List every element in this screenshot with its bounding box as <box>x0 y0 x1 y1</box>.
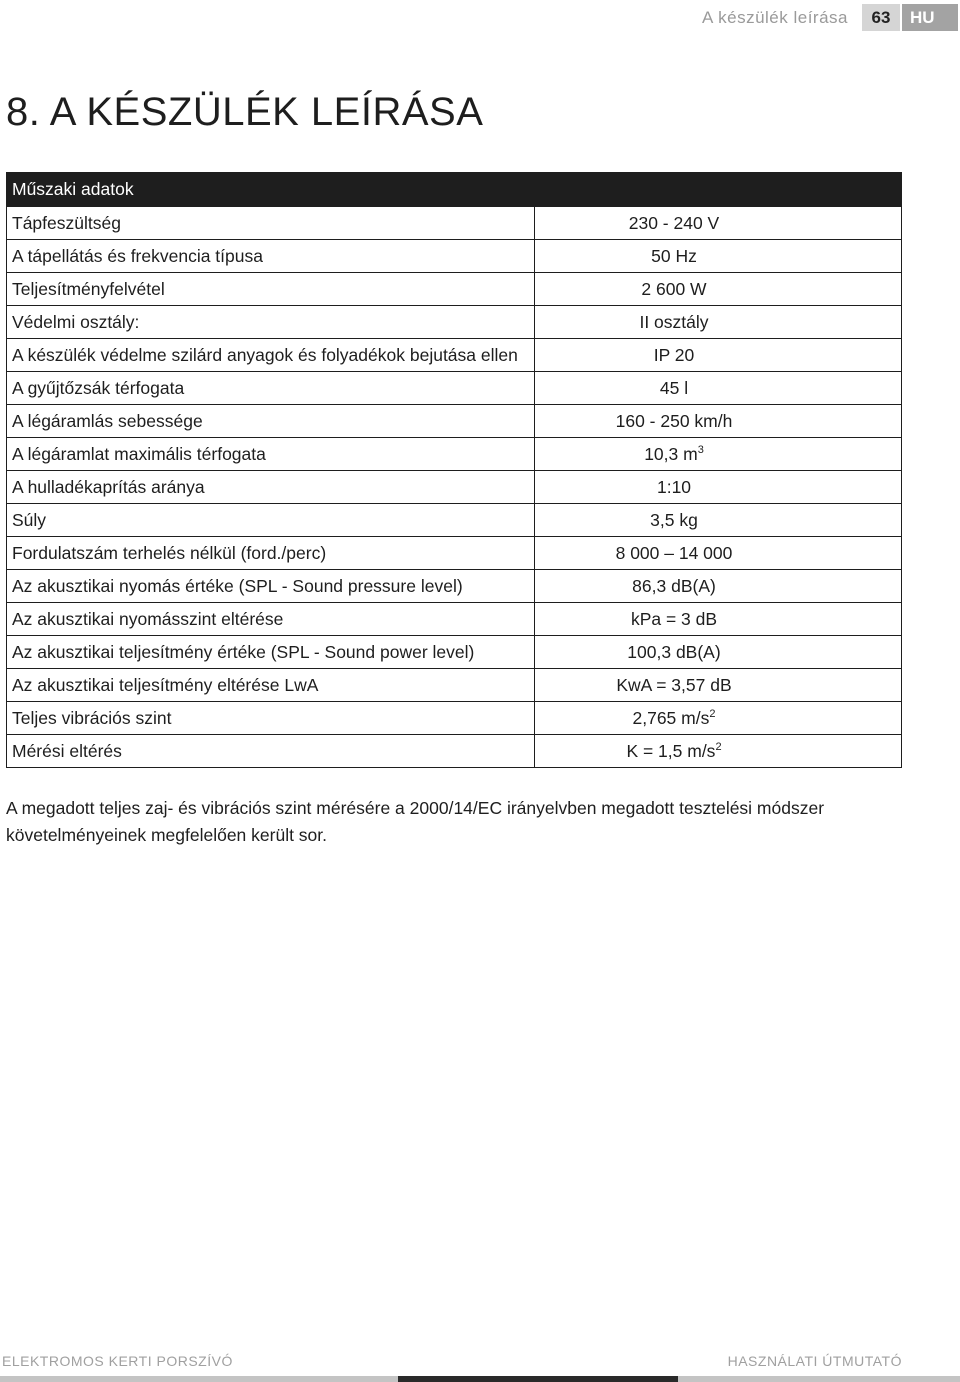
spec-row <box>7 405 902 438</box>
spec-value-text: 50 Hz <box>651 245 697 266</box>
spec-value <box>535 537 902 570</box>
spec-label: Teljesítményfelvétel <box>7 273 535 306</box>
spec-value-exponent: 2 <box>709 707 716 720</box>
spec-value-exponent: 2 <box>715 740 722 753</box>
spec-row <box>7 471 902 504</box>
spec-label: Az akusztikai teljesítmény eltérése LwA <box>7 669 535 702</box>
spec-value-text: 100,3 dB(A) <box>627 641 721 662</box>
header-section-title: A készülék leírása <box>701 7 848 27</box>
spec-row <box>7 504 902 537</box>
spec-value <box>535 570 902 603</box>
spec-row <box>7 735 902 768</box>
spec-label: Védelmi osztály: <box>7 306 535 339</box>
spec-value-text: 10,3 m <box>644 443 698 464</box>
spec-row <box>7 240 902 273</box>
spec-value <box>535 405 902 438</box>
spec-row <box>7 636 902 669</box>
spec-value <box>535 636 902 669</box>
spec-table-body <box>7 207 902 768</box>
spec-value <box>535 702 902 735</box>
spec-value <box>535 504 902 537</box>
spec-value <box>535 372 902 405</box>
spec-label: Az akusztikai nyomásszint eltérése <box>7 603 535 636</box>
spec-label: A hulladékaprítás aránya <box>7 471 535 504</box>
spec-value-text: 8 000 – 14 000 <box>615 542 733 563</box>
spec-value <box>535 273 902 306</box>
spec-row <box>7 273 902 306</box>
spec-value <box>535 603 902 636</box>
spec-value-text: 3,5 kg <box>650 509 698 530</box>
spec-row <box>7 669 902 702</box>
spec-value-text: kPa = 3 dB <box>630 608 718 629</box>
spec-table <box>6 172 902 768</box>
footer-manual-title: HASZNÁLATI ÚTMUTATÓ <box>727 1353 902 1369</box>
spec-value <box>535 240 902 273</box>
spec-value-text: 160 - 250 km/h <box>615 410 733 431</box>
spec-label: Teljes vibrációs szint <box>7 702 535 735</box>
spec-label: A légáramlás sebessége <box>7 405 535 438</box>
spec-value-text: 2,765 m/s <box>632 707 710 728</box>
spec-value-text: 45 l <box>659 377 689 398</box>
footer-rule-accent <box>398 1376 678 1382</box>
spec-label: A gyűjtőzsák térfogata <box>7 372 535 405</box>
spec-table-heading: Műszaki adatok <box>7 173 902 207</box>
spec-value <box>535 438 902 471</box>
spec-table-header-row <box>7 173 902 207</box>
measurement-note: A megadott teljes zaj- és vibrációs szint mérésére a 2000/14/EC irányelvben megadott tesztelési módszer követelményeinek megfelelően került sor. <box>6 798 825 845</box>
spec-value-text: KwA = 3,57 dB <box>616 674 732 695</box>
spec-value <box>535 207 902 240</box>
spec-value-text: 1:10 <box>656 476 692 497</box>
spec-value <box>535 735 902 768</box>
spec-value <box>535 306 902 339</box>
spec-row <box>7 438 902 471</box>
spec-value-text: K = 1,5 m/s <box>626 740 716 761</box>
chapter-title: 8. A KÉSZÜLÉK LEÍRÁSA <box>6 90 484 134</box>
spec-label: Tápfeszültség <box>7 207 535 240</box>
spec-row <box>7 339 902 372</box>
spec-value <box>535 339 902 372</box>
spec-label: Súly <box>7 504 535 537</box>
spec-label: A készülék védelme szilárd anyagok és folyadékok bejutása ellen <box>7 339 535 372</box>
spec-label: A tápellátás és frekvencia típusa <box>7 240 535 273</box>
page-header <box>702 4 958 31</box>
spec-row <box>7 570 902 603</box>
spec-value-text: 86,3 dB(A) <box>632 575 716 596</box>
spec-label: Az akusztikai nyomás értéke (SPL - Sound pressure level) <box>7 570 535 603</box>
spec-value <box>535 669 902 702</box>
spec-label: Az akusztikai teljesítmény értéke (SPL - Sound power level) <box>7 636 535 669</box>
language-badge: HU <box>902 4 958 31</box>
spec-value <box>535 471 902 504</box>
spec-label: Mérési eltérés <box>7 735 535 768</box>
spec-row <box>7 306 902 339</box>
spec-value-text: 230 - 240 V <box>628 212 720 233</box>
spec-value-text: II osztály <box>639 311 709 332</box>
spec-row <box>7 603 902 636</box>
spec-value-text: IP 20 <box>653 344 695 365</box>
spec-value-exponent: 3 <box>697 443 704 456</box>
page-number: 63 <box>862 4 900 31</box>
spec-row <box>7 702 902 735</box>
spec-label: Fordulatszám terhelés nélkül (ford./perc) <box>7 537 535 570</box>
footer-product-name: ELEKTROMOS KERTI PORSZÍVÓ <box>2 1353 233 1369</box>
spec-row <box>7 537 902 570</box>
spec-row <box>7 207 902 240</box>
spec-row <box>7 372 902 405</box>
spec-value-text: 2 600 W <box>641 278 707 299</box>
spec-label: A légáramlat maximális térfogata <box>7 438 535 471</box>
